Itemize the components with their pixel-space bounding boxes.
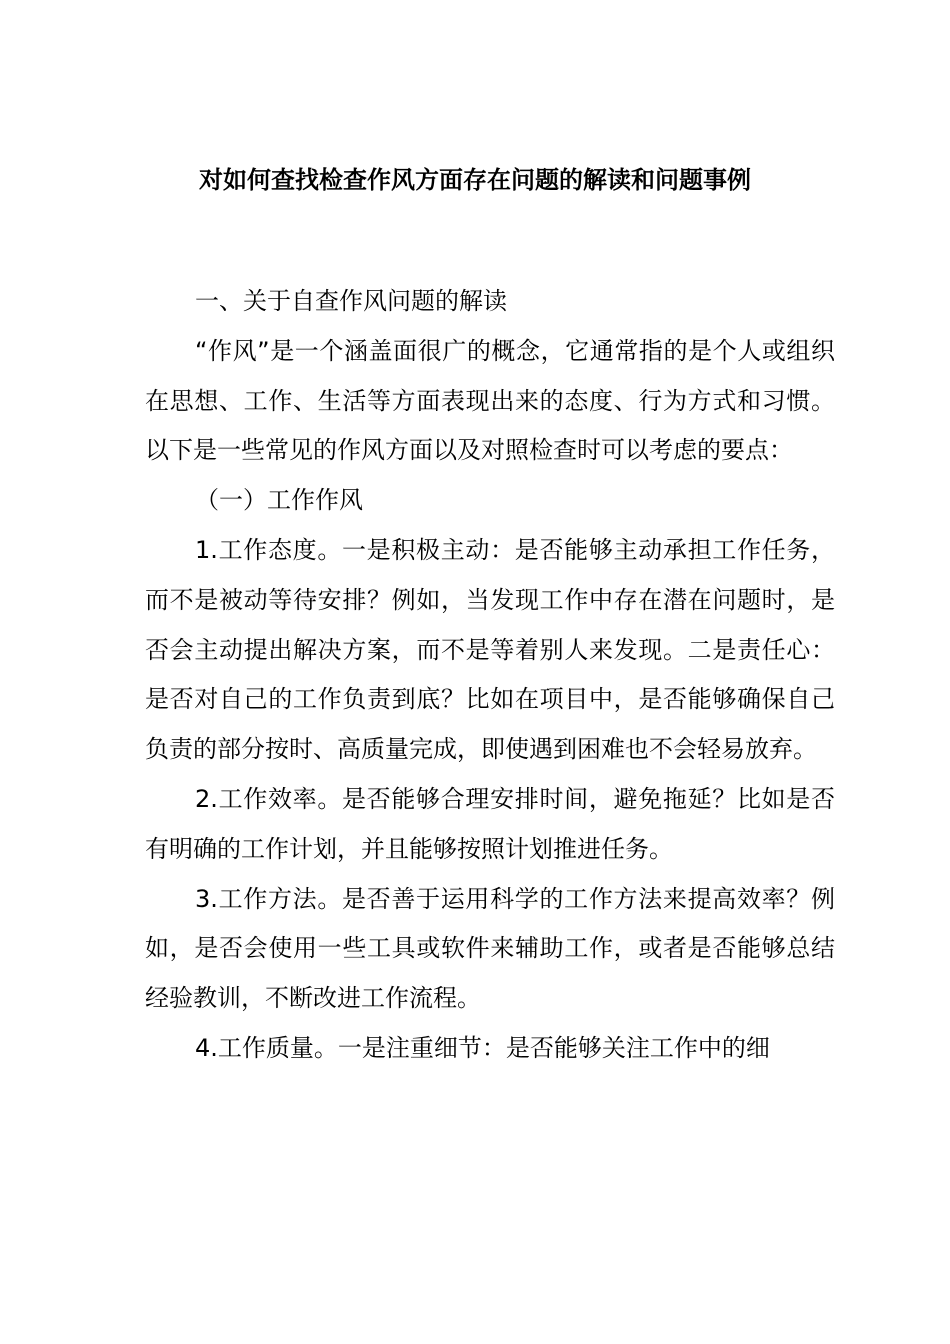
paragraph-work-quality: 4.工作质量。一是注重细节：是否能够关注工作中的细 — [195, 1033, 770, 1062]
paragraph-work-attitude: 1.工作态度。一是积极主动：是否能够主动承担工作任务，而不是被动等待安排？例如，当发现工作中存在潜在问题时，是否会主动提出解决方案，而不是等着别人来发现。二是责任心：是否对自己的工作负责到底？比如在项目中，是否能够确保自己负责的部分按时、高质量完成，即使遇到困难也不会轻易放弃。 — [145, 535, 835, 764]
document-body — [145, 277, 835, 1074]
document-title: 对如何查找检查作风方面存在问题的解读和问题事例 — [199, 166, 751, 194]
paragraph-work-efficiency: 2.工作效率。是否能够合理安排时间，避免拖延？比如是否有明确的工作计划，并且能够按照计划推进任务。 — [145, 784, 835, 863]
paragraph-work-method: 3.工作方法。是否善于运用科学的工作方法来提高效率？例如，是否会使用一些工具或软件来辅助工作，或者是否能够总结经验教训，不断改进工作流程。 — [145, 884, 835, 1013]
subsection-heading-work-style: （一）工作作风 — [195, 486, 363, 515]
section-heading-1: 一、关于自查作风问题的解读 — [195, 287, 507, 315]
paragraph-intro: “作风”是一个涵盖面很广的概念，它通常指的是个人或组织在思想、工作、生活等方面表现出来的态度、行为方式和习惯。以下是一些常见的作风方面以及对照检查时可以考虑的要点： — [145, 336, 835, 465]
